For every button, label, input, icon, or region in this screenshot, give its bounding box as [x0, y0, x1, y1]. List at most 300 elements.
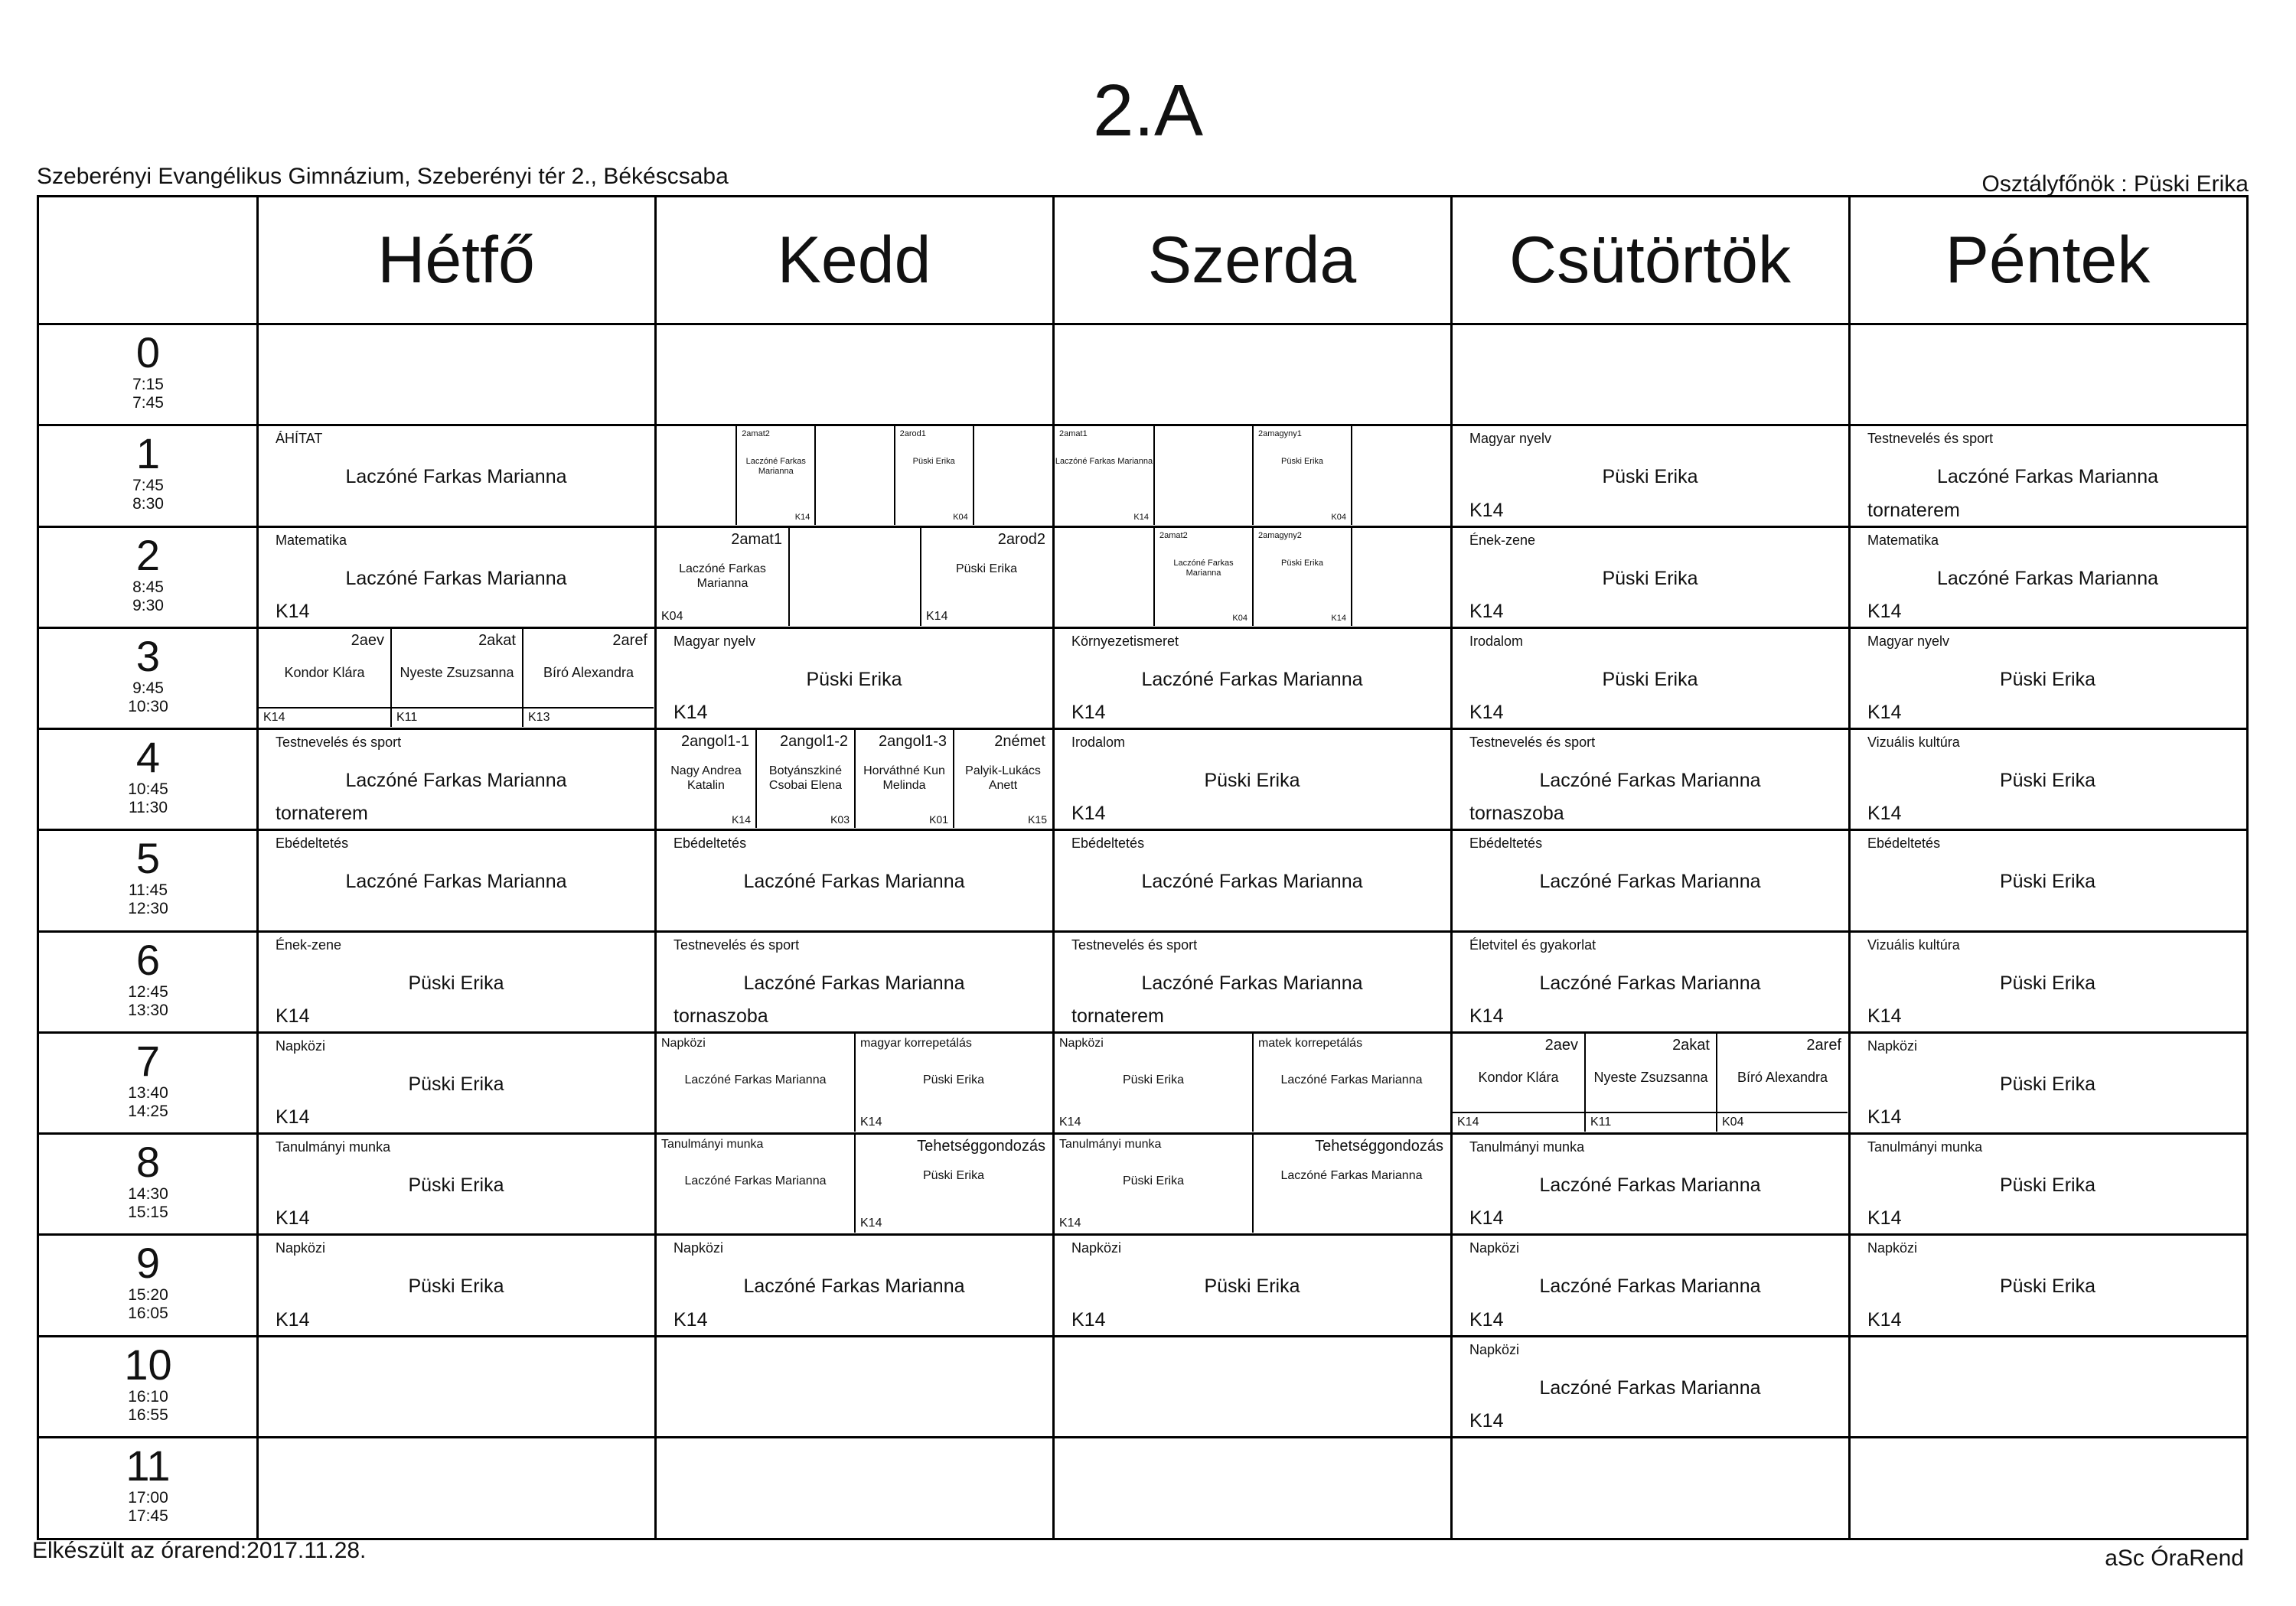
lesson-cell — [657, 528, 1052, 626]
lesson-cell — [1055, 831, 1450, 929]
group-teacher: Püski Erika — [1280, 457, 1324, 467]
subject-name: Irodalom — [1469, 633, 1524, 649]
room-name: K14 — [1867, 803, 1902, 825]
group-name: Tehetséggondozás — [917, 1138, 1045, 1155]
lesson-cell — [1851, 933, 2245, 1031]
group-name: 2aev — [1544, 1036, 1578, 1054]
row-divider — [39, 1436, 2246, 1438]
period-start: 15:20 — [128, 1286, 168, 1305]
group-room: K14 — [1457, 1116, 1479, 1129]
group-name: matek korrepetálás — [1258, 1036, 1363, 1050]
teacher-name: Laczóné Farkas Marianna — [1539, 1174, 1761, 1196]
teacher-name: Laczóné Farkas Marianna — [1936, 466, 2159, 488]
subject-name: Magyar nyelv — [1469, 431, 1552, 447]
teacher-name: Laczóné Farkas Marianna — [345, 871, 567, 893]
lesson-group — [755, 730, 854, 828]
period-label — [39, 1437, 257, 1538]
group-name: 2amagyny2 — [1258, 530, 1302, 540]
teacher-name: Laczóné Farkas Marianna — [1141, 668, 1363, 690]
lesson-group — [1055, 426, 1153, 524]
group-teacher: Laczóné Farkas Marianna — [679, 562, 766, 590]
period-end: 9:30 — [132, 596, 164, 614]
lesson-cell — [1055, 933, 1450, 1031]
room-name: K14 — [276, 1106, 310, 1128]
teacher-name: Püski Erika — [1999, 1073, 2096, 1095]
group-name: 2amagyny1 — [1258, 429, 1302, 439]
group-teacher: Nyeste Zsuzsanna — [1593, 1069, 1708, 1085]
group-teacher: Nyeste Zsuzsanna — [400, 664, 514, 680]
lesson-cell — [1055, 1135, 1450, 1233]
lesson-group — [814, 426, 893, 524]
period-number: 6 — [135, 935, 161, 984]
period-number: 2 — [135, 530, 161, 579]
group-teacher: Laczóné Farkas Marianna — [1173, 558, 1234, 578]
lesson-cell — [1851, 629, 2245, 727]
period-start: 14:30 — [128, 1185, 168, 1203]
lesson-group — [1055, 1135, 1252, 1233]
lesson-group — [1584, 1034, 1716, 1132]
subject-name: Ebédeltetés — [1071, 836, 1145, 852]
period-label — [39, 728, 257, 829]
day-header: Kedd — [777, 223, 931, 297]
room-name: tornaszoba — [1469, 803, 1564, 825]
lesson-cell — [657, 1236, 1052, 1334]
room-name: K14 — [1469, 1308, 1504, 1331]
teacher-name: Püski Erika — [1999, 972, 2096, 994]
lesson-cell — [1055, 629, 1450, 727]
lesson-cell — [1851, 528, 2245, 626]
group-room: K14 — [926, 609, 948, 623]
room-name: K14 — [1867, 600, 1902, 622]
teacher-name: Laczóné Farkas Marianna — [345, 567, 567, 589]
group-room: K04 — [1331, 512, 1346, 522]
period-start: 10:45 — [128, 780, 168, 798]
room-divider — [1453, 1112, 1848, 1113]
teacher-name: Laczóné Farkas Marianna — [1936, 567, 2159, 589]
room-name: K14 — [673, 702, 708, 723]
lesson-group — [1153, 426, 1252, 524]
group-name: 2amat2 — [742, 429, 770, 439]
day-header: Szerda — [1147, 223, 1357, 297]
period-end: 12:30 — [128, 900, 168, 918]
teacher-name: Püski Erika — [1602, 567, 1698, 589]
group-teacher: Laczóné Farkas Marianna — [1280, 1073, 1423, 1086]
group-teacher: Laczóné Farkas Marianna — [684, 1073, 827, 1086]
group-teacher: Laczóné Farkas Marianna — [1055, 457, 1153, 467]
room-name: tornaterem — [276, 803, 368, 825]
period-number: 5 — [135, 834, 161, 883]
created-date: Elkészült az órarend:2017.11.28. — [32, 1538, 367, 1563]
group-name: Tanulmányi munka — [1059, 1138, 1162, 1151]
lesson-group — [1716, 1034, 1848, 1132]
lesson-group — [657, 1034, 854, 1132]
group-room: K04 — [1232, 613, 1247, 623]
period-label — [39, 1336, 257, 1437]
lesson-group — [854, 1034, 1052, 1132]
lesson-group — [657, 426, 735, 524]
lesson-cell — [1453, 1034, 1848, 1132]
room-name: K14 — [1469, 1005, 1504, 1027]
lesson-group — [1252, 426, 1351, 524]
period-label — [39, 931, 257, 1032]
group-room: K14 — [1331, 613, 1346, 623]
group-teacher: Laczóné Farkas Marianna — [745, 457, 806, 477]
lesson-cell — [1453, 933, 1848, 1031]
timetable-grid — [37, 195, 2249, 1540]
room-name: K14 — [1469, 499, 1504, 521]
lesson-group — [657, 528, 788, 626]
lesson-group — [1453, 1034, 1584, 1132]
subject-name: Napközi — [1867, 1038, 1918, 1054]
lesson-group — [1252, 1034, 1450, 1132]
subject-name: Matematika — [276, 532, 347, 548]
period-end: 16:55 — [128, 1406, 168, 1424]
teacher-name: Püski Erika — [1999, 871, 2096, 893]
group-teacher: Püski Erika — [912, 457, 955, 467]
subject-name: Ebédeltetés — [1867, 836, 1941, 852]
room-name: K14 — [1071, 803, 1106, 825]
lesson-group — [522, 629, 654, 727]
period-start: 7:45 — [132, 477, 164, 495]
lesson-group — [390, 629, 522, 727]
group-teacher: Horváthné Kun Melinda — [863, 764, 945, 792]
lesson-group — [657, 1135, 854, 1233]
room-name: K14 — [1867, 1005, 1902, 1027]
period-number: 0 — [135, 328, 161, 376]
period-label — [39, 1234, 257, 1335]
lesson-cell — [1453, 426, 1848, 524]
period-end: 13:30 — [128, 1001, 168, 1019]
period-label — [39, 324, 257, 425]
period-start: 11:45 — [129, 881, 168, 900]
lesson-group — [1055, 1034, 1252, 1132]
room-name: K14 — [1867, 702, 1902, 723]
group-teacher: Kondor Klára — [1478, 1069, 1559, 1085]
period-label — [39, 1133, 257, 1234]
subject-name: Életvitel és gyakorlat — [1469, 937, 1596, 953]
lesson-cell — [657, 426, 1052, 524]
lesson-cell — [1851, 1236, 2245, 1334]
teacher-name: Püski Erika — [408, 1174, 504, 1196]
subject-name: Irodalom — [1071, 735, 1126, 750]
teacher-name: Laczóné Farkas Marianna — [1539, 1275, 1761, 1298]
period-number: 1 — [135, 429, 161, 478]
period-number: 9 — [135, 1239, 161, 1288]
teacher-name: Püski Erika — [1602, 466, 1698, 488]
group-teacher: Laczóné Farkas Marianna — [684, 1174, 827, 1187]
lesson-group — [1252, 528, 1351, 626]
lesson-cell — [259, 730, 654, 828]
lesson-cell — [259, 1236, 654, 1334]
subject-name: Napközi — [1867, 1240, 1918, 1256]
lesson-group — [259, 629, 390, 727]
lesson-cell — [1055, 426, 1450, 524]
lesson-group — [894, 426, 973, 524]
subject-name: Testnevelés és sport — [1867, 431, 1994, 447]
teacher-name: Laczóné Farkas Marianna — [1539, 972, 1761, 994]
group-room: K14 — [732, 813, 751, 826]
lesson-group — [657, 730, 755, 828]
subject-name: Ebédeltetés — [1469, 836, 1543, 852]
period-end: 14:25 — [128, 1102, 168, 1120]
group-teacher: Botyánszkiné Csobai Elena — [768, 764, 843, 792]
page-title: 2.A — [1092, 70, 1204, 151]
group-room: K14 — [263, 711, 285, 724]
period-label — [39, 425, 257, 526]
subject-name: Napközi — [276, 1240, 326, 1256]
group-teacher: Püski Erika — [1122, 1174, 1185, 1187]
room-name: tornaterem — [1071, 1005, 1164, 1027]
subject-name: Napközi — [276, 1038, 326, 1054]
lesson-cell — [259, 1034, 654, 1132]
software-credit: aSc ÓraRend — [2105, 1546, 2244, 1571]
group-room: K15 — [1028, 813, 1047, 826]
lesson-group — [1252, 1135, 1450, 1233]
lesson-cell — [259, 1135, 654, 1233]
subject-name: Testnevelés és sport — [1071, 937, 1198, 953]
subject-name: Ének-zene — [1469, 532, 1536, 548]
teacher-name: Laczóné Farkas Marianna — [1539, 1376, 1761, 1399]
lesson-cell — [1055, 730, 1450, 828]
group-name: 2arod1 — [899, 429, 926, 439]
teacher-name: Püski Erika — [408, 1073, 504, 1095]
group-room: K11 — [396, 711, 418, 724]
teacher-name: Püski Erika — [1602, 668, 1698, 690]
teacher-name: Püski Erika — [1999, 770, 2096, 791]
group-room: K11 — [1590, 1116, 1612, 1129]
period-number: 10 — [124, 1340, 172, 1389]
period-end: 15:15 — [128, 1204, 168, 1221]
lesson-group — [920, 528, 1052, 626]
group-teacher: Kondor Klára — [284, 664, 365, 680]
teacher-name: Püski Erika — [1999, 668, 2096, 690]
subject-name: Napközi — [1469, 1341, 1520, 1357]
subject-name: Ebédeltetés — [673, 836, 747, 852]
period-start: 12:45 — [128, 982, 168, 1001]
group-teacher: Laczóné Farkas Marianna — [1280, 1169, 1423, 1182]
subject-name: Vizuális kultúra — [1867, 735, 1960, 750]
group-room: K04 — [1722, 1116, 1744, 1129]
teacher-name: Laczóné Farkas Marianna — [743, 871, 965, 893]
lesson-cell — [1055, 528, 1450, 626]
lesson-cell — [1453, 730, 1848, 828]
teacher-name: Laczóné Farkas Marianna — [1539, 871, 1761, 893]
teacher-name: Laczóné Farkas Marianna — [1141, 972, 1363, 994]
lesson-cell — [657, 629, 1052, 727]
group-name: Tanulmányi munka — [661, 1138, 764, 1151]
lesson-group — [854, 1135, 1052, 1233]
lesson-cell — [1851, 426, 2245, 524]
subject-name: Tanulmányi munka — [276, 1139, 391, 1155]
period-number: 11 — [126, 1441, 171, 1490]
period-end: 11:30 — [129, 799, 168, 816]
period-start: 7:15 — [132, 376, 164, 393]
group-name: 2amat1 — [1059, 429, 1088, 439]
lesson-group — [1351, 528, 1450, 626]
group-name: Napközi — [1059, 1036, 1104, 1050]
lesson-group — [1055, 528, 1153, 626]
period-start: 9:45 — [132, 679, 164, 697]
room-name: K14 — [1867, 1308, 1902, 1331]
lesson-cell — [259, 933, 654, 1031]
lesson-cell — [1453, 831, 1848, 929]
period-number: 7 — [135, 1036, 161, 1085]
room-name: tornaterem — [1867, 499, 1960, 521]
room-name: K14 — [673, 1308, 708, 1331]
subject-name: Testnevelés és sport — [276, 735, 402, 750]
lesson-cell — [1851, 1034, 2245, 1132]
group-name: 2aref — [612, 631, 647, 649]
period-start: 13:40 — [128, 1083, 168, 1102]
group-name: 2aref — [1806, 1036, 1841, 1054]
teacher-name: Laczóné Farkas Marianna — [1539, 770, 1761, 791]
group-name: 2angol1-2 — [780, 733, 848, 750]
group-teacher: Püski Erika — [922, 1073, 985, 1086]
lesson-cell — [1851, 730, 2245, 828]
room-name: K14 — [1867, 1106, 1902, 1128]
subject-name: ÁHÍTAT — [276, 431, 323, 447]
lesson-cell — [259, 426, 654, 524]
period-number: 4 — [135, 733, 161, 781]
lesson-cell — [259, 629, 654, 727]
row-divider — [39, 1335, 2246, 1337]
subject-name: Tanulmányi munka — [1469, 1139, 1585, 1155]
group-room: K14 — [1133, 512, 1149, 522]
teacher-name: Püski Erika — [806, 668, 902, 690]
period-number: 8 — [135, 1138, 161, 1186]
group-teacher: Püski Erika — [922, 1169, 985, 1182]
subject-name: Testnevelés és sport — [1469, 735, 1596, 750]
group-name: magyar korrepetálás — [860, 1036, 972, 1050]
subject-name: Testnevelés és sport — [673, 937, 800, 953]
teacher-name: Laczóné Farkas Marianna — [1141, 871, 1363, 893]
lesson-cell — [657, 933, 1052, 1031]
group-teacher: Püski Erika — [955, 562, 1018, 575]
subject-name: Napközi — [673, 1240, 724, 1256]
period-start: 8:45 — [132, 578, 164, 596]
room-name: K14 — [276, 1308, 310, 1331]
subject-name: Magyar nyelv — [673, 633, 756, 649]
group-room: K04 — [953, 512, 968, 522]
subject-name: Napközi — [1071, 1240, 1122, 1256]
group-room: K13 — [528, 711, 550, 724]
lesson-group — [1153, 528, 1252, 626]
lesson-group — [854, 730, 953, 828]
teacher-name: Püski Erika — [1204, 770, 1300, 791]
room-name: K14 — [1469, 702, 1504, 723]
lesson-cell — [657, 831, 1052, 929]
lesson-group — [735, 426, 814, 524]
lesson-cell — [1453, 528, 1848, 626]
group-name: 2angol1-1 — [681, 733, 749, 750]
room-name: K14 — [1469, 600, 1504, 622]
group-name: 2akat — [1672, 1036, 1710, 1054]
group-name: Napközi — [661, 1036, 706, 1050]
subject-name: Ebédeltetés — [276, 836, 349, 852]
group-room: K14 — [794, 512, 810, 522]
group-name: Tehetséggondozás — [1315, 1138, 1443, 1155]
teacher-name: Püski Erika — [1999, 1275, 2096, 1298]
lesson-cell — [1055, 1034, 1450, 1132]
group-name: 2amat2 — [1159, 530, 1188, 540]
subject-name: Vizuális kultúra — [1867, 937, 1960, 953]
period-end: 8:30 — [132, 495, 164, 513]
period-end: 17:45 — [128, 1507, 168, 1525]
group-room: K14 — [860, 1217, 882, 1230]
teacher-name: Püski Erika — [1999, 1174, 2096, 1196]
group-teacher: Palyik-Lukács Anett — [965, 764, 1041, 792]
lesson-cell — [259, 831, 654, 929]
class-teacher: Osztályfőnök : Püski Erika — [1981, 171, 2249, 197]
group-teacher: Nagy Andrea Katalin — [670, 764, 742, 792]
lesson-group — [1351, 426, 1450, 524]
lesson-cell — [657, 1034, 1052, 1132]
lesson-cell — [657, 1135, 1052, 1233]
group-teacher: Bíró Alexandra — [543, 664, 634, 680]
lesson-cell — [1453, 1337, 1848, 1435]
group-name: 2akat — [478, 631, 516, 649]
lesson-group — [788, 528, 920, 626]
teacher-name: Püski Erika — [408, 972, 504, 994]
group-room: K04 — [661, 609, 683, 623]
period-label — [39, 627, 257, 728]
subject-name: Magyar nyelv — [1867, 633, 1950, 649]
subject-name: Környezetismeret — [1071, 633, 1179, 649]
period-number: 3 — [135, 631, 161, 680]
lesson-group — [953, 730, 1052, 828]
group-teacher: Püski Erika — [1122, 1073, 1185, 1086]
group-name: 2német — [994, 733, 1045, 750]
period-start: 17:00 — [128, 1488, 168, 1507]
period-start: 16:10 — [128, 1387, 168, 1406]
room-name: K14 — [276, 600, 310, 622]
room-name: tornaszoba — [673, 1005, 768, 1027]
day-header: Péntek — [1945, 223, 2151, 297]
lesson-cell — [1851, 1135, 2245, 1233]
lesson-cell — [259, 528, 654, 626]
room-name: K14 — [1071, 702, 1106, 723]
group-teacher: Bíró Alexandra — [1737, 1069, 1828, 1085]
room-name: K14 — [276, 1207, 310, 1230]
teacher-name: Laczóné Farkas Marianna — [345, 770, 567, 791]
group-name: 2aev — [351, 631, 384, 649]
teacher-name: Laczóné Farkas Marianna — [345, 466, 567, 488]
room-name: K14 — [1469, 1207, 1504, 1230]
day-header: Hétfő — [377, 223, 535, 297]
period-label — [39, 526, 257, 627]
teacher-name: Laczóné Farkas Marianna — [743, 1275, 965, 1298]
room-name: K14 — [1867, 1207, 1902, 1230]
lesson-cell — [1851, 831, 2245, 929]
period-label — [39, 829, 257, 930]
teacher-name: Laczóné Farkas Marianna — [743, 972, 965, 994]
room-divider — [259, 707, 654, 709]
period-end: 7:45 — [132, 394, 164, 412]
day-header: Csütörtök — [1508, 223, 1792, 297]
subject-name: Matematika — [1867, 532, 1939, 548]
group-room: K03 — [830, 813, 850, 826]
teacher-name: Püski Erika — [408, 1275, 504, 1298]
group-name: 2amat1 — [731, 530, 782, 548]
group-teacher: Püski Erika — [1280, 558, 1324, 568]
lesson-cell — [1453, 629, 1848, 727]
group-room: K14 — [1059, 1116, 1081, 1129]
lesson-group — [973, 426, 1052, 524]
group-name: 2angol1-3 — [879, 733, 947, 750]
subject-name: Ének-zene — [276, 937, 342, 953]
period-end: 16:05 — [128, 1305, 168, 1323]
teacher-name: Püski Erika — [1204, 1275, 1300, 1298]
